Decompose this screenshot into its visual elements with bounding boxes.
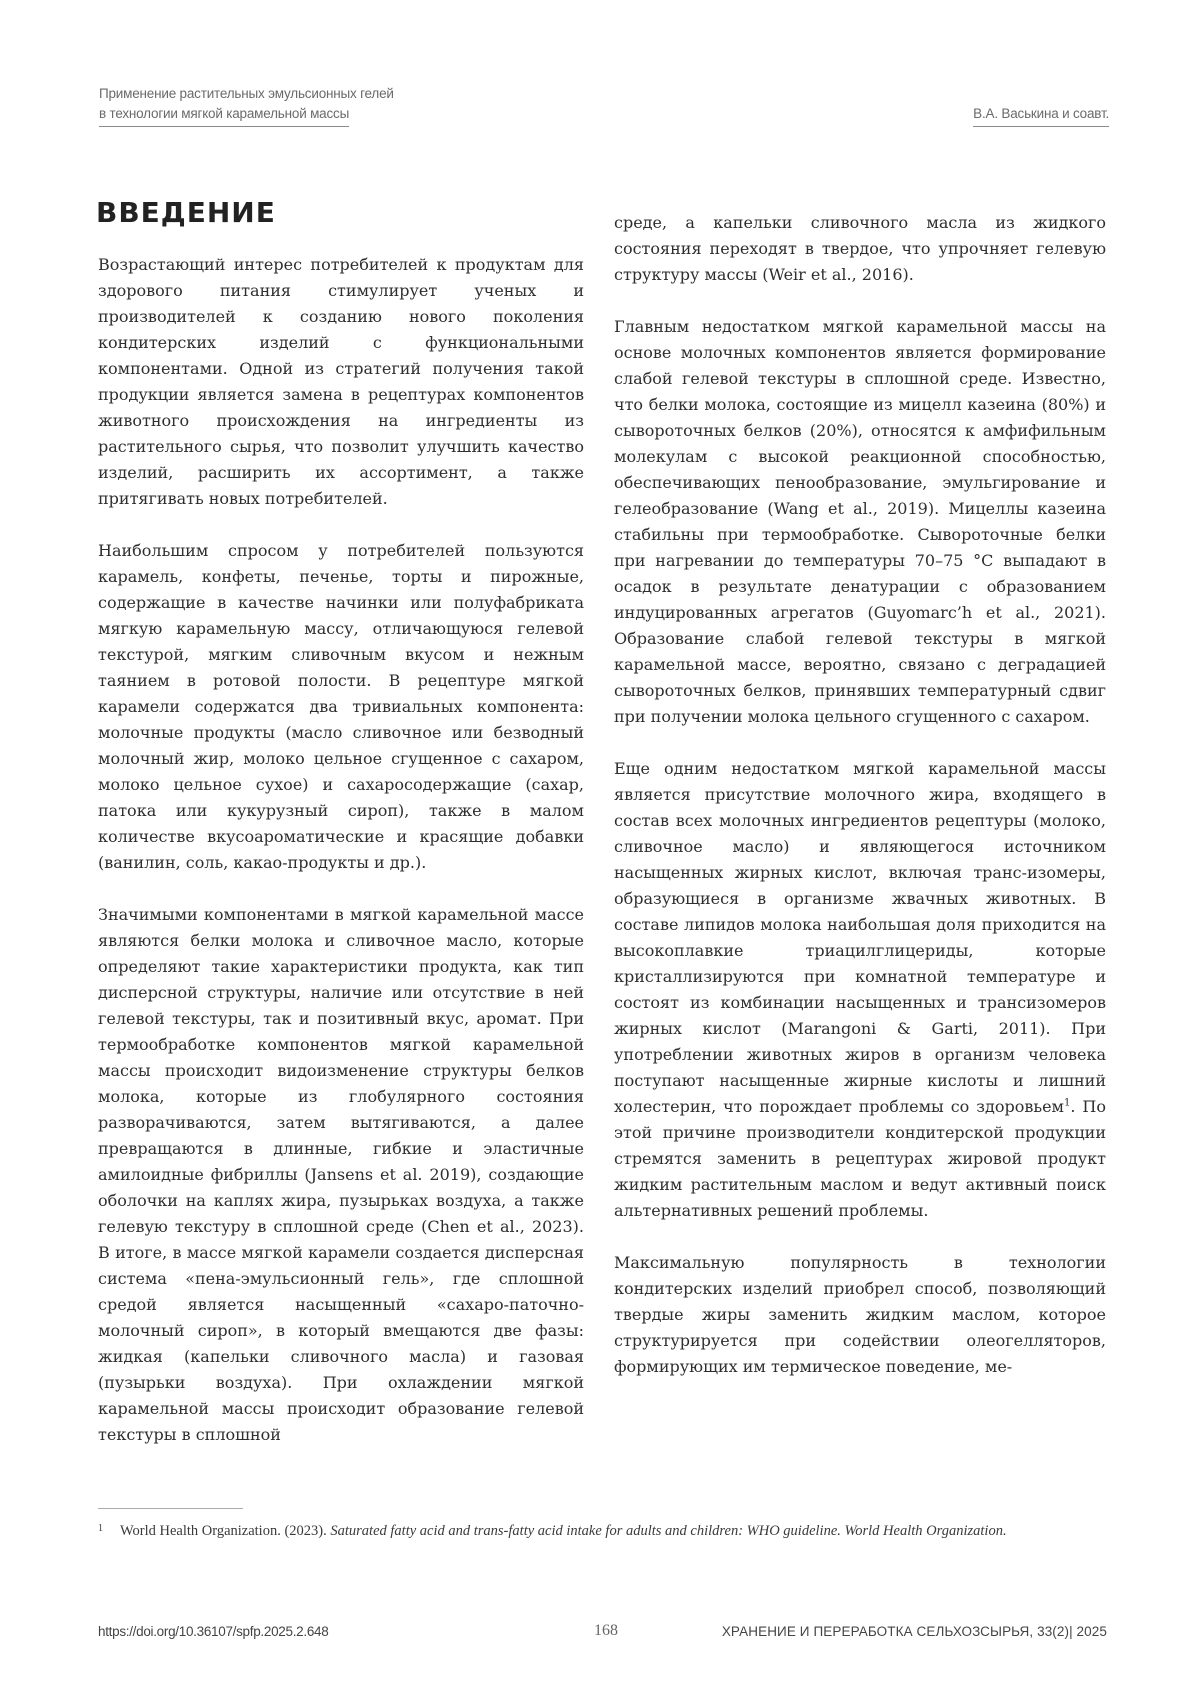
running-head-title [99,84,394,127]
paragraph: Максимальную популярность в технологии кондитерских изделий приобрел способ, позволяющий твердые жиры заменить жидким маслом, которое структурируется при содействии олеогелляторов, формирующих им термическое поведение, ме- [614,1253,1106,1376]
footnote-italic-title: Saturated fatty acid and trans-fatty acid intake for adults and children: WHO guideline. World Health Organization. [330,1523,1007,1539]
running-head [91,84,1109,128]
paragraph: среде, а капельки сливочного масла из жидкого состояния переходят в твердое, что упрочняет гелевую структуру массы (Weir et al., 2016). [614,213,1106,284]
paragraph: Возрастающий интерес потребителей к продуктам для здорового питания стимулирует ученых и производителей к созданию нового поколения кондитерских изделий с функциональными компонентами. Одной из стратегий получения такой продукции является замена в рецептурах компонентов животного происхождения на ингредиенты из растительного сырья, что позволит улучшить качество изделий, расширить их ассортимент, а также притягивать новых потребителей. [98,255,584,508]
footnote-number: 1 [98,1523,103,1534]
journal-name: ХРАНЕНИЕ И ПЕРЕРАБОТКА СЕЛЬХОЗСЫРЬЯ, 33(2)| 2025 [721,1624,1107,1639]
page-number: 168 [594,1622,618,1639]
paragraph: Наибольшим спросом у потребителей пользуются карамель, конфеты, печенье, торты и пирожные, содержащие в качестве начинки или полуфабриката мягкую карамельную массу, отличающуюся гелевой текстурой, мягким сливочным вкусом и нежным таянием в ротовой полости. В рецептуре мягкой карамели содержатся два тривиальных компонента: молочные продукты (масло сливочное или безводный молочный жир, молоко цельное сгущенное с сахаром, молоко цельное сухое) и сахаросодержащие (сахар, патока или кукурузный сироп), также в малом количестве вкусоароматические и красящие добавки (ванилин, соль, какао-продукты и др.). [98,541,584,872]
paragraph [614,756,1106,1224]
right-column [614,210,1106,1380]
footnote-text [98,1520,1108,1543]
doi-link[interactable]: https://doi.org/10.36107/spfp.2025.2.648 [98,1624,329,1639]
paragraph-text: Еще одним недостатком мягкой карамельной массы является присутствие молочного жира, входящего в состав всех молочных ингредиентов рецептуры (молоко, сливочное масло) и являющегося источником насыщенных жирных кислот, включая транс-изомеры, образующиеся в организме жвачных животных. В составе липидов молока наибольшая доля приходится на высокоплавкие триацилглицериды, которые кристаллизируются при комнатной температуре и состоят из комбинации насыщенных и трансизомеров жирных кислот (Marangoni & Garti, 2011). При употреблении животных жиров в организм человека поступают насыщенные жирные кислоты и лишний холестерин, что порождает проблемы со здоровьем [614,759,1106,1116]
running-head-authors: В.А. Васькина и соавт. [973,104,1109,127]
page-footer [98,1622,1107,1646]
section-heading: ВВЕДЕНИЕ [96,196,276,229]
running-head-title-line2: в технологии мягкой карамельной массы [99,104,349,127]
paragraph: Значимыми компонентами в мягкой карамельной массе являются белки молока и сливочное масло, которые определяют такие характеристики продукта, как тип дисперсной структуры, наличие или отсутствие в ней гелевой текстуры, так и позитивный вкус, аромат. При термообработке компонентов мягкой карамельной массы происходит видоизменение структуры белков молока, которые из глобулярного состояния разворачиваются, затем вытягиваются, а далее превращаются в длинные, гибкие и эластичные амилоидные фибриллы (Jansens et al. 2019), создающие оболочки на каплях жира, пузырьках воздуха, а также гелевую текстуру в сплошной среде (Chen et al., 2023). В итоге, в массе мягкой карамели создается дисперсная система «пена-эмульсионный гель», где сплошной средой является насыщенный «сахаро-паточно-молочный сироп», в который вмещаются две фазы: жидкая (капельки сливочного масла) и газовая (пузырьки воздуха). При охлаждении мягкой карамельной массы происходит образование гелевой текстуры в сплошной [98,905,584,1444]
paragraph: Главным недостатком мягкой карамельной массы на основе молочных компонентов является формирование слабой гелевой текстуры в сплошной среде. Известно, что белки молока, состоящие из мицелл казеина (80%) и сывороточных белков (20%), относятся к амфифильным молекулам с высокой реакционной способностью, обеспечивающих пенообразование, эмульгирование и гелеобразование (Wang et al., 2019). Мицеллы казеина стабильны при термообработке. Сывороточные белки при нагревании до температуры 70–75 °C выпадают в осадок в результате денатурации с образованием индуцированных агрегатов (Guyomarc’h et al., 2021). Образование слабой гелевой текстуры в мягкой карамельной массе, вероятно, связано с деградацией сывороточных белков, принявших температурный сдвиг при получении молока цельного сгущенного с сахаром. [614,317,1106,726]
footnote-plain-text: World Health Organization. (2023). [120,1523,331,1539]
footnote-divider [98,1508,243,1509]
left-column [98,196,584,1448]
footnote-reference[interactable]: 1 [1063,1097,1071,1109]
paragraph-text-tail: . По этой причине производители кондитерской продукции стремятся заменить в рецептурах жировой продукт жидким растительным маслом и ведут активный поиск альтернативных решений проблемы. [614,1097,1106,1220]
footnote [98,1520,1108,1543]
running-head-title-line1: Применение растительных эмульсионных гелей [99,86,394,101]
